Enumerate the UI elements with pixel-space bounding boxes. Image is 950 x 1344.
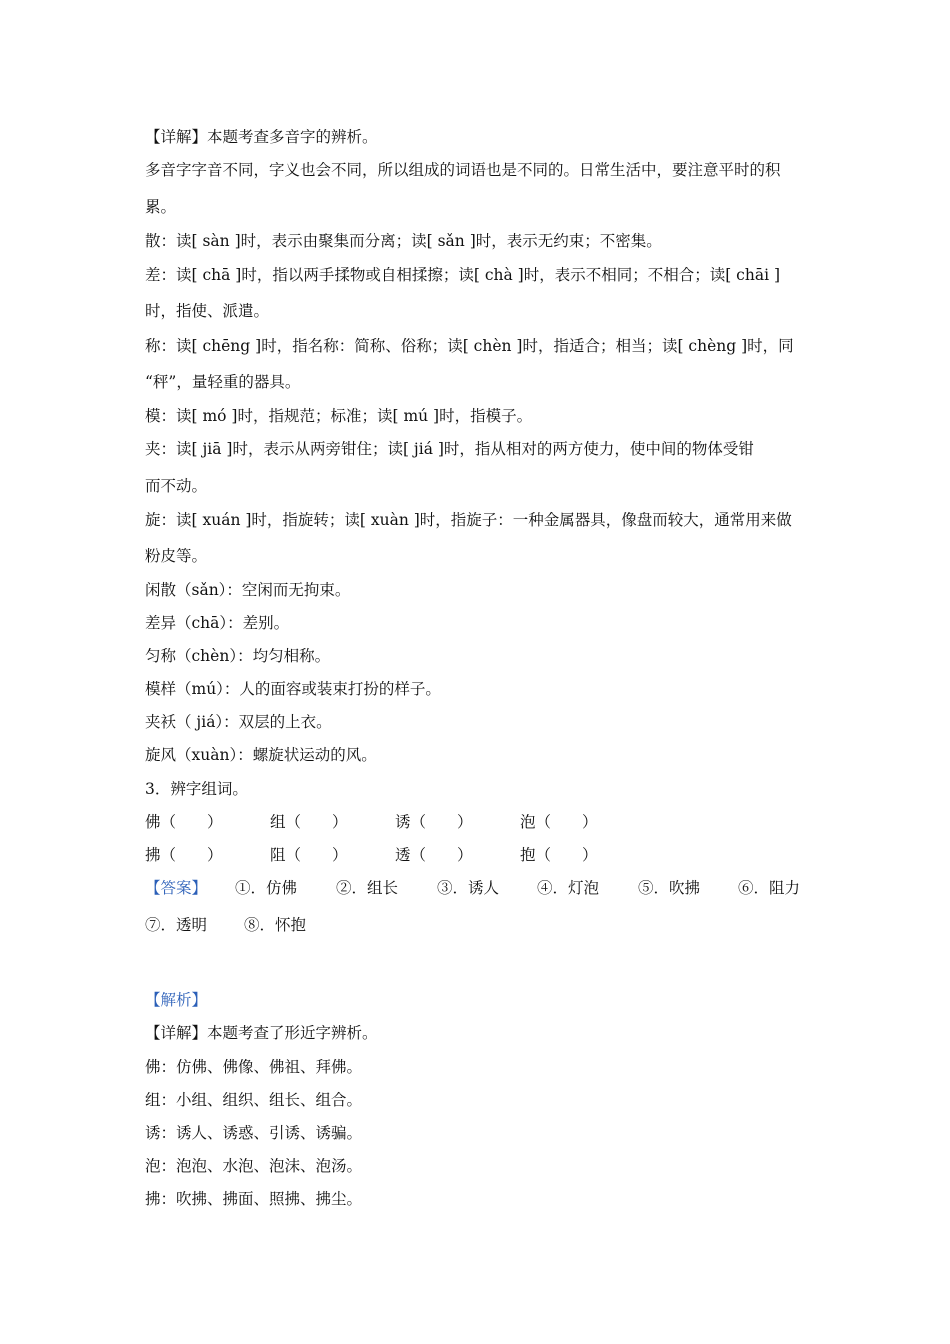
answer-item-5: ⑤．吹拂 — [638, 879, 701, 897]
xuan-line-1: 旋：读[ xuán ]时，指旋转；读[ xuàn ]时，指旋子：一种金属器具，像盘而较大，通常用来做 — [145, 511, 792, 529]
blank-fu: 拂（ ） — [145, 846, 223, 864]
jia-line-2: 而不动。 — [145, 477, 208, 495]
cheng-line-1: 称：读[ chēng ]时，指名称：简称、俗称；读[ chèn ]时，指适合；相当；读[ chèng ]时，同 — [145, 337, 794, 355]
answer-item-4: ④．灯泡 — [537, 879, 600, 897]
cheng-line-2: “秤”，量轻重的器具。 — [145, 373, 301, 391]
answer-item-6: ⑥．阻力 — [738, 879, 801, 897]
answer-item-7: ⑦．透明 — [145, 916, 208, 934]
mo-line: 模：读[ mó ]时，指规范；标准；读[ mú ]时，指模子。 — [145, 407, 533, 425]
blank-tou: 透（ ） — [395, 846, 473, 864]
blank-pao: 泡（ ） — [520, 813, 598, 831]
analysis-label: 【解析】 — [145, 991, 208, 1009]
analysis-line-pao: 泡：泡泡、水泡、泡沫、泡汤。 — [145, 1157, 363, 1175]
analysis-heading: 【详解】本题考查了形近字辨析。 — [145, 1024, 378, 1042]
word-muyang: 模样（mú）：人的面容或装束打扮的样子。 — [145, 680, 441, 698]
blank-bao: 抱（ ） — [520, 846, 598, 864]
blank-zu2: 阻（ ） — [270, 846, 348, 864]
san-line: 散：读[ sàn ]时，表示由聚集而分离；读[ sǎn ]时，表示无约束；不密集。 — [145, 232, 662, 250]
cha-line-1: 差：读[ chā ]时，指以两手揉物或自相揉擦；读[ chà ]时，表示不相同；不相合；读[ chāi ] — [145, 266, 781, 284]
intro-line-1: 多音字字音不同，字义也会不同，所以组成的词语也是不同的。日常生活中，要注意平时的积 — [145, 161, 781, 179]
blank-you: 诱（ ） — [395, 813, 473, 831]
intro-line-2: 累。 — [145, 198, 177, 216]
answer-item-8: ⑧．怀抱 — [244, 916, 307, 934]
analysis-line-zu: 组：小组、组织、组长、组合。 — [145, 1091, 363, 1109]
word-xuanfeng: 旋风（xuàn）：螺旋状运动的风。 — [145, 746, 377, 764]
word-yunchen: 匀称（chèn）：均匀相称。 — [145, 647, 331, 665]
detail-heading: 【详解】本题考查多音字的辨析。 — [145, 128, 378, 146]
word-jiaao: 夹袄（ jiá）：双层的上衣。 — [145, 713, 332, 731]
blank-zu: 组（ ） — [270, 813, 348, 831]
cha-line-2: 时，指使、派遣。 — [145, 302, 270, 320]
question-3-title: 3．辨字组词。 — [145, 780, 248, 798]
word-xiansan: 闲散（sǎn）：空闲而无拘束。 — [145, 581, 351, 599]
xuan-line-2: 粉皮等。 — [145, 547, 208, 565]
analysis-line-fo: 佛：仿佛、佛像、佛祖、拜佛。 — [145, 1058, 363, 1076]
answer-item-3: ③．诱人 — [437, 879, 500, 897]
answer-item-1: ①．仿佛 — [235, 879, 298, 897]
blank-fo: 佛（ ） — [145, 813, 223, 831]
analysis-line-fu: 拂：吹拂、拂面、照拂、拂尘。 — [145, 1190, 363, 1208]
word-chayi: 差异（chā）：差别。 — [145, 614, 290, 632]
analysis-line-you: 诱：诱人、诱惑、引诱、诱骗。 — [145, 1124, 363, 1142]
answer-item-2: ②．组长 — [336, 879, 399, 897]
answer-label: 【答案】 — [145, 879, 208, 897]
jia-line-1: 夹：读[ jiā ]时，表示从两旁钳住；读[ jiá ]时，指从相对的两方使力，使中间的物体受钳 — [145, 440, 754, 458]
